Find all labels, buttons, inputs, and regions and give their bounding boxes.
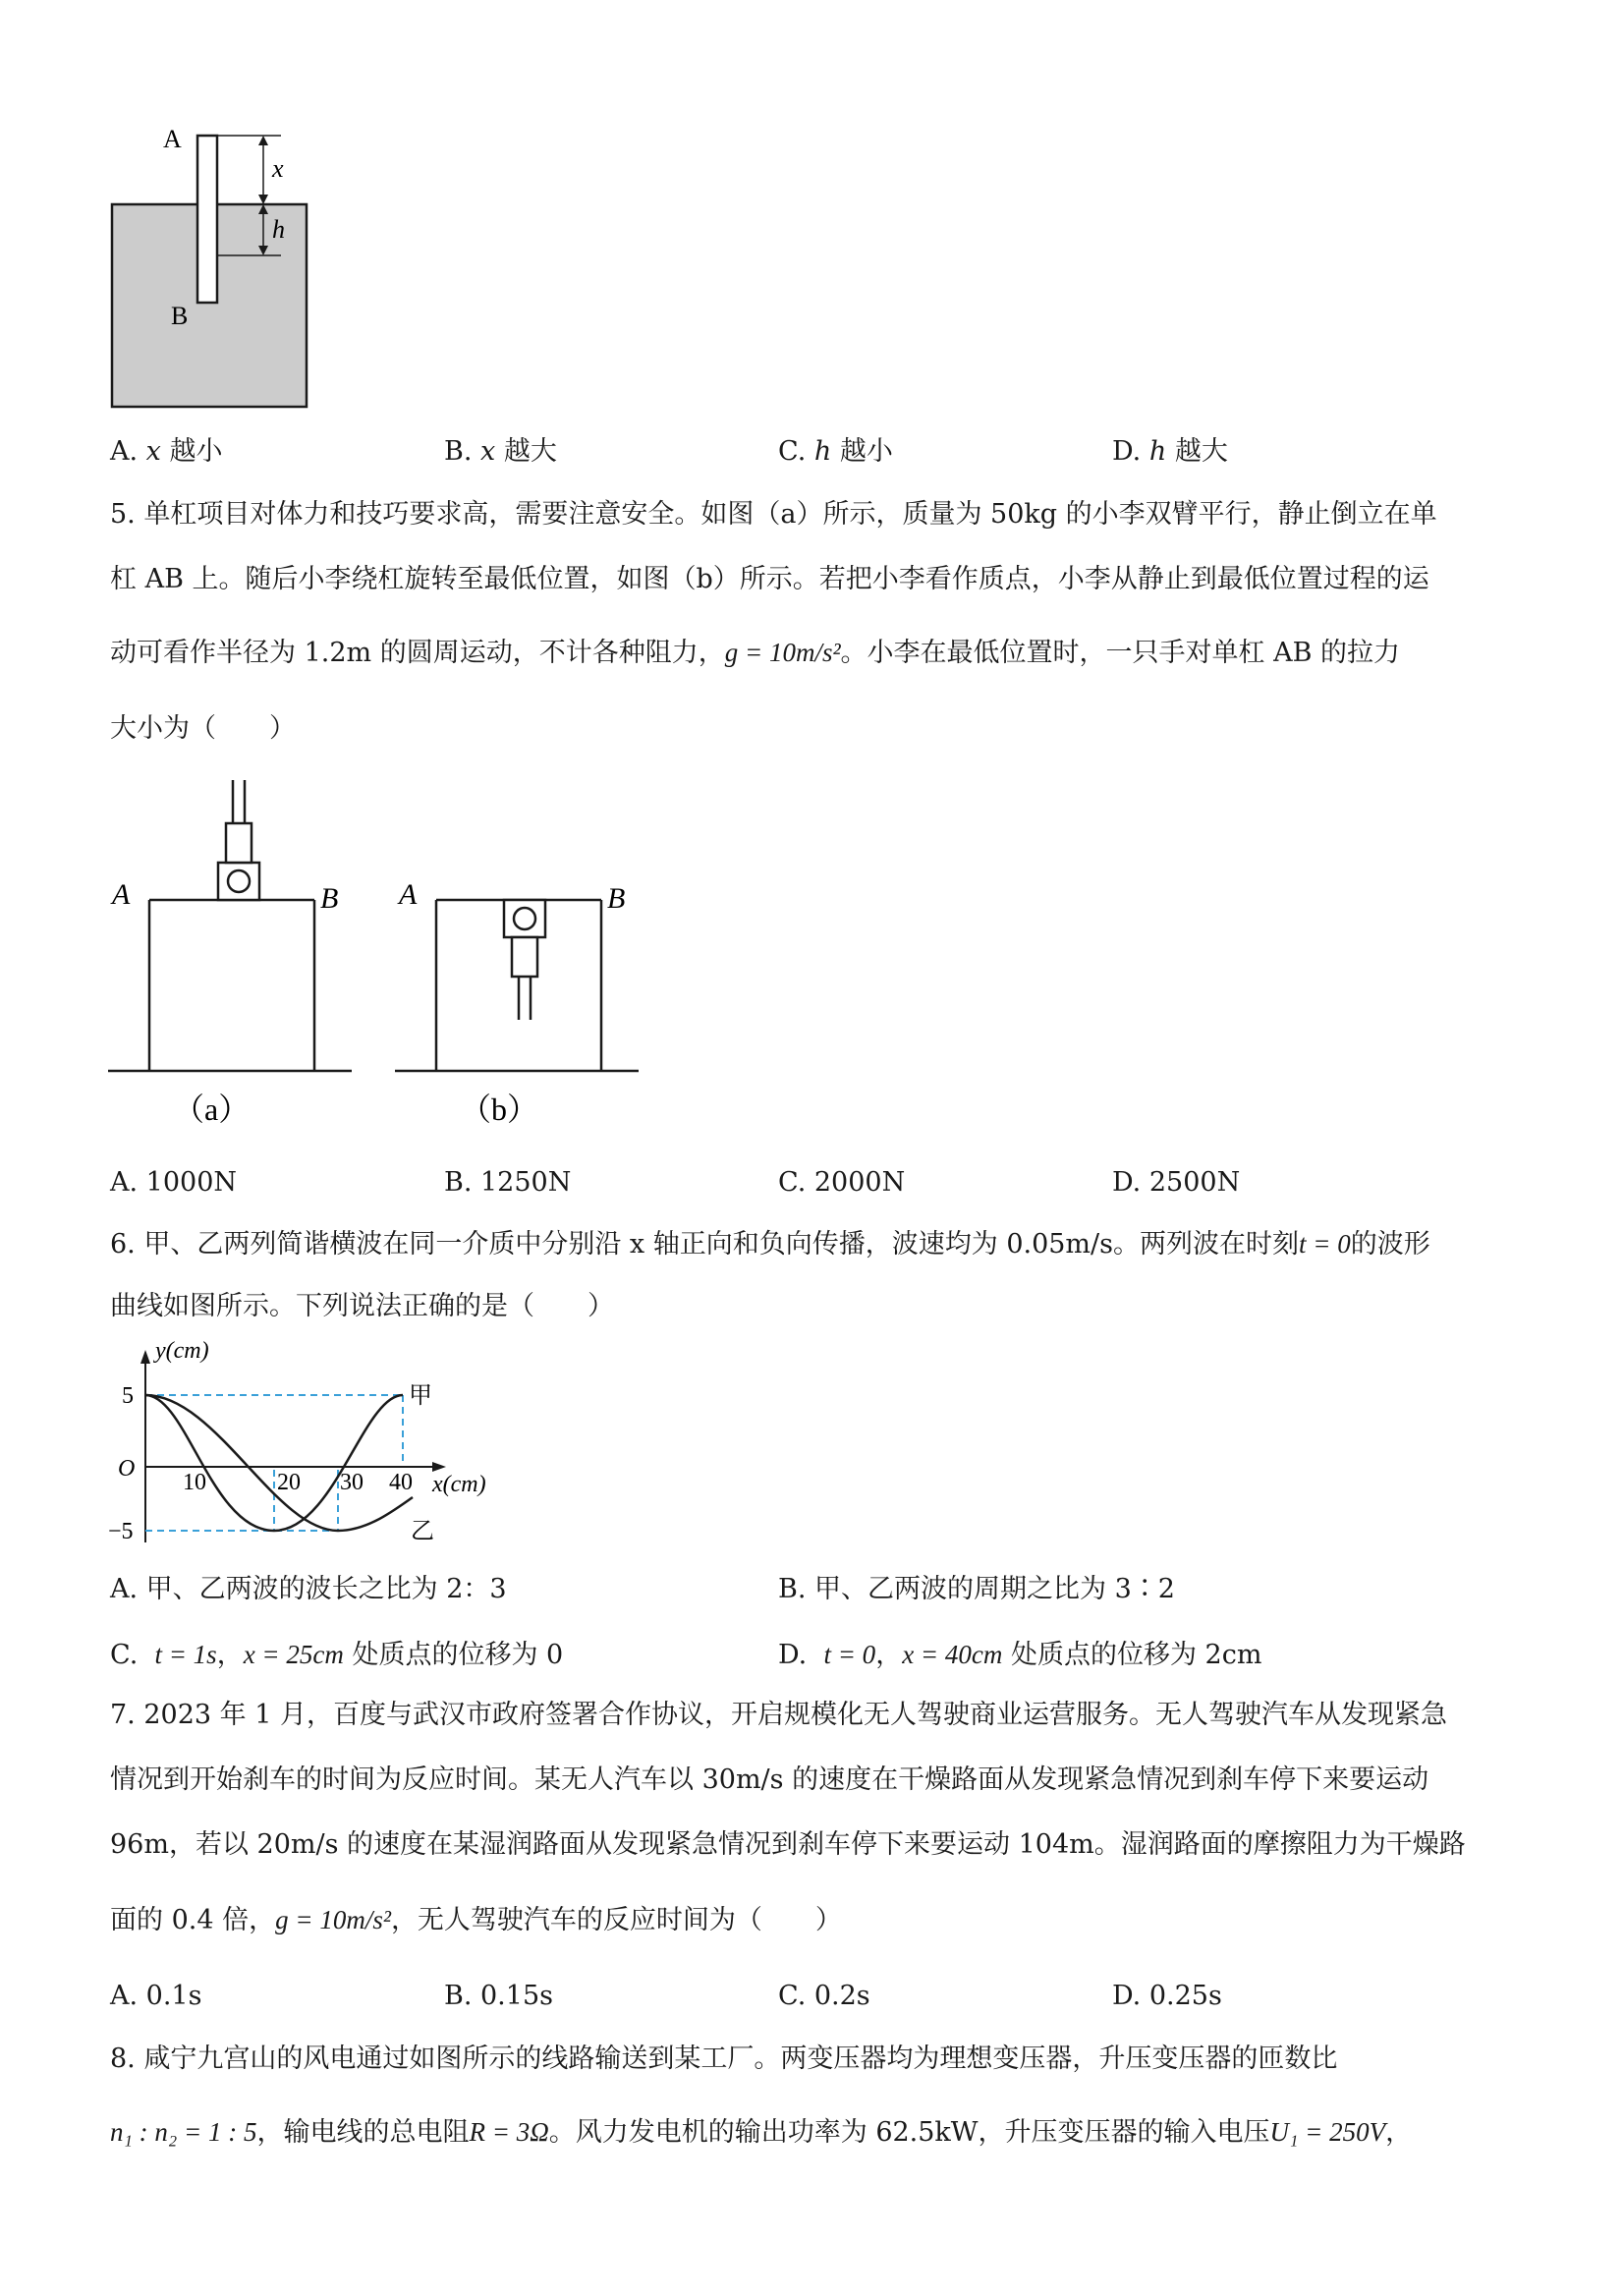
q7-line-4: 面的 0.4 倍，g = 10m/s²，无人驾驶汽车的反应时间为（ ） <box>110 1905 842 1935</box>
q8-line-1: 8. 咸宁九宫山的风电通过如图所示的线路输送到某工厂。两变压器均为理想变压器，升压变压器的匝数比 <box>110 2044 1338 2074</box>
q4-label-b: B <box>171 302 189 330</box>
q4-option-d: D. h 越大 <box>1112 436 1228 467</box>
q5-option-c: C. 2000N <box>778 1167 906 1198</box>
q5-figure-a <box>108 780 352 1127</box>
q4-option-a: A. x 越小 <box>110 436 223 467</box>
q7-option-a: A. 0.1s <box>110 1981 202 2011</box>
q8-turns-ratio: n₁ : n₂ = 1 : 5 <box>110 2117 257 2147</box>
q5b-label-b: B <box>607 882 626 915</box>
q4-tube-figure <box>98 118 432 413</box>
q5-option-d: D. 2500N <box>1112 1167 1241 1198</box>
q5a-label-b: B <box>320 882 339 915</box>
q7-option-d: D. 0.25s <box>1112 1981 1222 2011</box>
q5-line-2: 杠 AB 上。随后小李绕杠旋转至最低位置，如图（b）所示。若把小李看作质点，小李从静止到最低位置过程的运 <box>110 564 1429 594</box>
q4-option-c: C. h 越小 <box>778 436 893 467</box>
q7-option-b: B. 0.15s <box>444 1981 553 2011</box>
x-tick-40: 40 <box>389 1470 413 1495</box>
label-jia: 甲 <box>409 1383 432 1409</box>
q7-option-c: C. 0.2s <box>778 1981 870 2011</box>
q7-line-2: 情况到开始刹车的时间为反应时间。某无人汽车以 30m/s 的速度在干燥路面从发现紧急情况到刹车停下来要运动 <box>110 1764 1429 1795</box>
q4-label-a: A <box>163 125 182 153</box>
x-tick-10: 10 <box>183 1470 206 1495</box>
q5a-caption: （a） <box>173 1092 251 1127</box>
q6-option-a: A. 甲、乙两波的波长之比为 2：3 <box>110 1574 507 1604</box>
q8-resistance: R = 3Ω <box>469 2117 549 2147</box>
q5b-label-a: A <box>399 878 418 911</box>
q5-line-3: 动可看作半径为 1.2m 的圆周运动，不计各种阻力，g = 10m/s²。小李在最低位置时，一只手对单杠 AB 的拉力 <box>110 638 1401 668</box>
q5-line-1: 5. 单杠项目对体力和技巧要求高，需要注意安全。如图（a）所示，质量为 50kg 的小李双臂平行，静止倒立在单 <box>110 499 1437 530</box>
q4-label-x: x <box>272 154 284 183</box>
q4-label-h: h <box>272 215 285 244</box>
q6-time-formula: t = 0 <box>1299 1229 1351 1259</box>
x-tick-20: 20 <box>277 1470 301 1495</box>
q5-gravity-formula: g = 10m/s² <box>724 638 841 667</box>
origin-label: O <box>118 1456 136 1482</box>
q6-wave-graph <box>98 1336 550 1552</box>
q5-option-b: B. 1250N <box>444 1167 572 1198</box>
q6-option-b: B. 甲、乙两波的周期之比为 3∶2 <box>778 1574 1175 1604</box>
q5-bar-figure <box>98 776 648 1149</box>
q5-line-4: 大小为（ ） <box>110 713 296 744</box>
q5-figure-b <box>395 878 639 1127</box>
x-tick-30: 30 <box>340 1470 364 1495</box>
y-axis-label: y(cm) <box>155 1338 209 1364</box>
q8-line-2: n₁ : n₂ = 1 : 5，输电线的总电阻R = 3Ω。风力发电机的输出功率为 62.5kW，升压变压器的输入电压U₁ = 250V， <box>110 2117 1413 2148</box>
x-axis-label: x(cm) <box>432 1472 486 1497</box>
q5a-label-a: A <box>112 878 131 911</box>
q5b-caption: （b） <box>460 1092 539 1127</box>
q5-option-a: A. 1000N <box>110 1167 238 1198</box>
q7-line-1: 7. 2023 年 1 月，百度与武汉市政府签署合作协议，开启规模化无人驾驶商业运营服务。无人驾驶汽车从发现紧急 <box>110 1700 1447 1730</box>
q7-line-3: 96m，若以 20m/s 的速度在某湿润路面从发现紧急情况到刹车停下来要运动 104m。湿润路面的摩擦阻力为干燥路 <box>110 1829 1466 1860</box>
wave-yi <box>145 1395 413 1531</box>
q6-line-2: 曲线如图所示。下列说法正确的是（ ） <box>110 1291 614 1321</box>
y-tick-5: 5 <box>122 1383 134 1409</box>
q4-option-b: B. x 越大 <box>444 436 557 467</box>
q6-option-c: C. t = 1s，x = 25cm 处质点的位移为 0 <box>110 1640 564 1670</box>
q8-input-voltage: U₁ = 250V <box>1269 2117 1386 2147</box>
y-tick-neg5: −5 <box>108 1519 134 1544</box>
q6-line-1: 6. 甲、乙两列简谐横波在同一介质中分别沿 x 轴正向和负向传播，波速均为 0.05m/s。两列波在时刻t = 0的波形 <box>110 1229 1430 1260</box>
q6-option-d: D. t = 0，x = 40cm 处质点的位移为 2cm <box>778 1640 1262 1670</box>
q7-gravity-formula: g = 10m/s² <box>275 1905 391 1934</box>
label-yi: 乙 <box>411 1519 434 1544</box>
